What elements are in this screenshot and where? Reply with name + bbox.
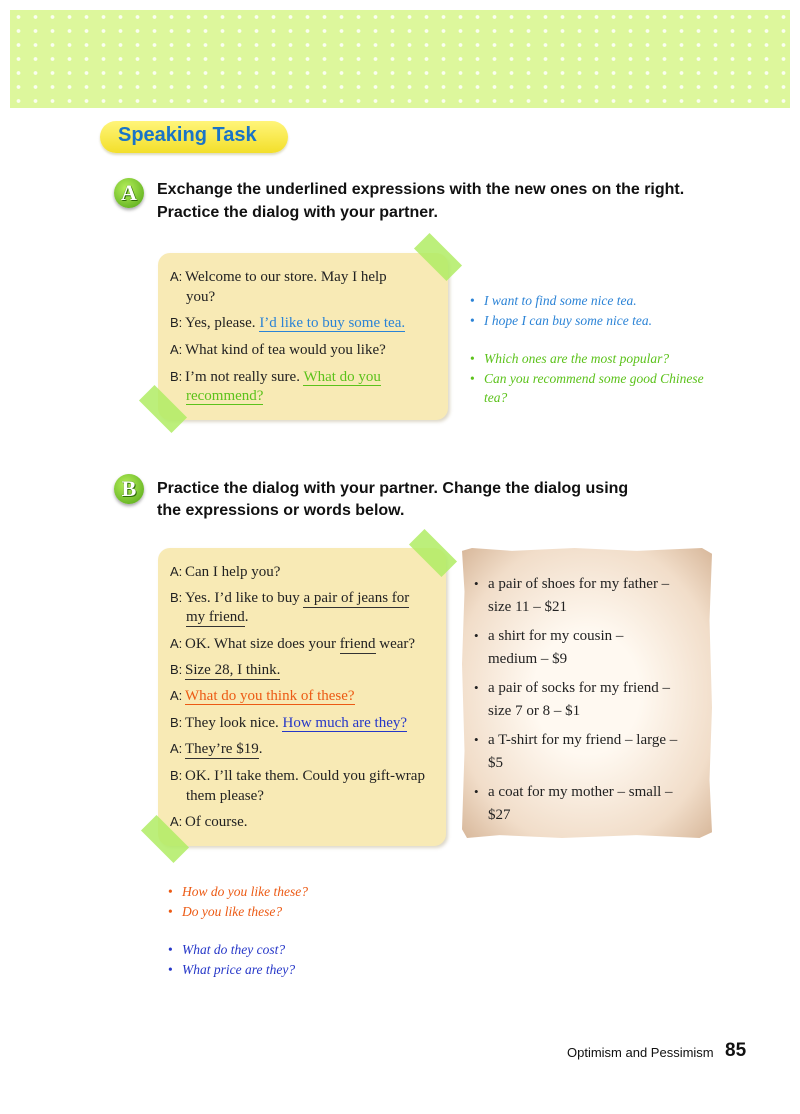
list-item-cont: $27 (488, 807, 511, 823)
option-a-green-2-cont: tea? (484, 390, 508, 405)
list-item-cont: medium – $9 (488, 651, 568, 667)
section-b-instruction-2: the expressions or words below. (157, 502, 405, 519)
dialog-b-line-2-cont: my friend. (186, 609, 249, 625)
section-a-instruction-1: Exchange the underlined expressions with the new ones on the right. (157, 181, 685, 198)
list-item: • a pair of shoes for my father – (474, 576, 670, 592)
section-a-badge (114, 178, 144, 208)
underline-expression-4: How much are they? (282, 715, 408, 731)
list-item: • a T-shirt for my friend – large – (474, 732, 678, 748)
top-banner (10, 10, 790, 108)
list-item: • a pair of socks for my friend – (474, 680, 671, 696)
option-b-orange-2: • Do you like these? (168, 904, 283, 919)
dialog-b-line-2: B: Yes. I’d like to buy a pair of jeans for (170, 590, 410, 606)
underline-expression-3: What do you think of these? (185, 688, 355, 704)
dialog-b-line-8-cont: them please? (186, 788, 264, 804)
heading-text: Speaking Task (118, 124, 257, 146)
footer-unit-title: Optimism and Pessimism (567, 1045, 714, 1060)
dialog-a-line-1-cont: you? (186, 289, 216, 305)
list-item-cont: size 11 – $21 (488, 599, 568, 615)
dialog-a-line-1: A: Welcome to our store. May I help (170, 269, 387, 285)
dialog-a-line-3: A: What kind of tea would you like? (170, 342, 386, 358)
dialog-b-line-7: A: They’re $19. (170, 741, 263, 757)
list-item: • a shirt for my cousin – (474, 628, 624, 644)
dialog-b-line-8: B: OK. I’ll take them. Could you gift-wrap (170, 768, 425, 784)
page-number: 85 (725, 1040, 747, 1061)
list-item-cont: $5 (488, 755, 503, 771)
option-b-blue-1: • What do they cost? (168, 942, 286, 957)
dialog-b-line-1: A: Can I help you? (170, 564, 281, 580)
option-a-green-1: • Which ones are the most popular? (470, 351, 670, 366)
option-a-blue-2: • I hope I can buy some nice tea. (470, 313, 652, 328)
option-b-blue-2: • What price are they? (168, 962, 296, 977)
option-b-orange-1: • How do you like these? (168, 884, 308, 899)
list-item: • a coat for my mother – small – (474, 784, 673, 800)
underline-size: Size 28, I think. (185, 662, 281, 678)
underline-expression-1: I’d like to buy some tea. (259, 315, 406, 331)
section-a-instruction-2: Practice the dialog with your partner. (157, 204, 438, 221)
dialog-b-line-3: A: OK. What size does your friend wear? (170, 636, 416, 652)
dialog-b-line-9: A: Of course. (170, 814, 248, 830)
dialog-a-line-4-cont: recommend? (186, 388, 264, 404)
underline-person: friend (339, 636, 376, 652)
section-b-instruction-1: Practice the dialog with your partner. Change the dialog using (157, 480, 629, 497)
dialog-b-line-4: B: Size 28, I think. (170, 662, 281, 678)
section-a-letter: A (121, 180, 137, 205)
underline-price: They’re $19 (185, 741, 259, 757)
dialog-a-line-2: B: Yes, please. I’d like to buy some tea. (170, 315, 406, 331)
underline-expression-2: What do you (303, 369, 381, 385)
option-a-green-2: • Can you recommend some good Chinese (470, 371, 704, 386)
dialog-b-line-6: B: They look nice. How much are they? (170, 715, 408, 731)
dialog-a-line-4: B: I’m not really sure. What do you (170, 369, 381, 385)
list-item-cont: size 7 or 8 – $1 (488, 703, 581, 719)
underline-item: a pair of jeans for (303, 590, 410, 606)
dialog-b-line-5: A: What do you think of these? (170, 688, 355, 704)
section-b-badge (114, 474, 144, 504)
section-b-letter: B (121, 476, 137, 501)
speaking-task-heading (100, 121, 288, 153)
option-a-blue-1: • I want to find some nice tea. (470, 293, 637, 308)
